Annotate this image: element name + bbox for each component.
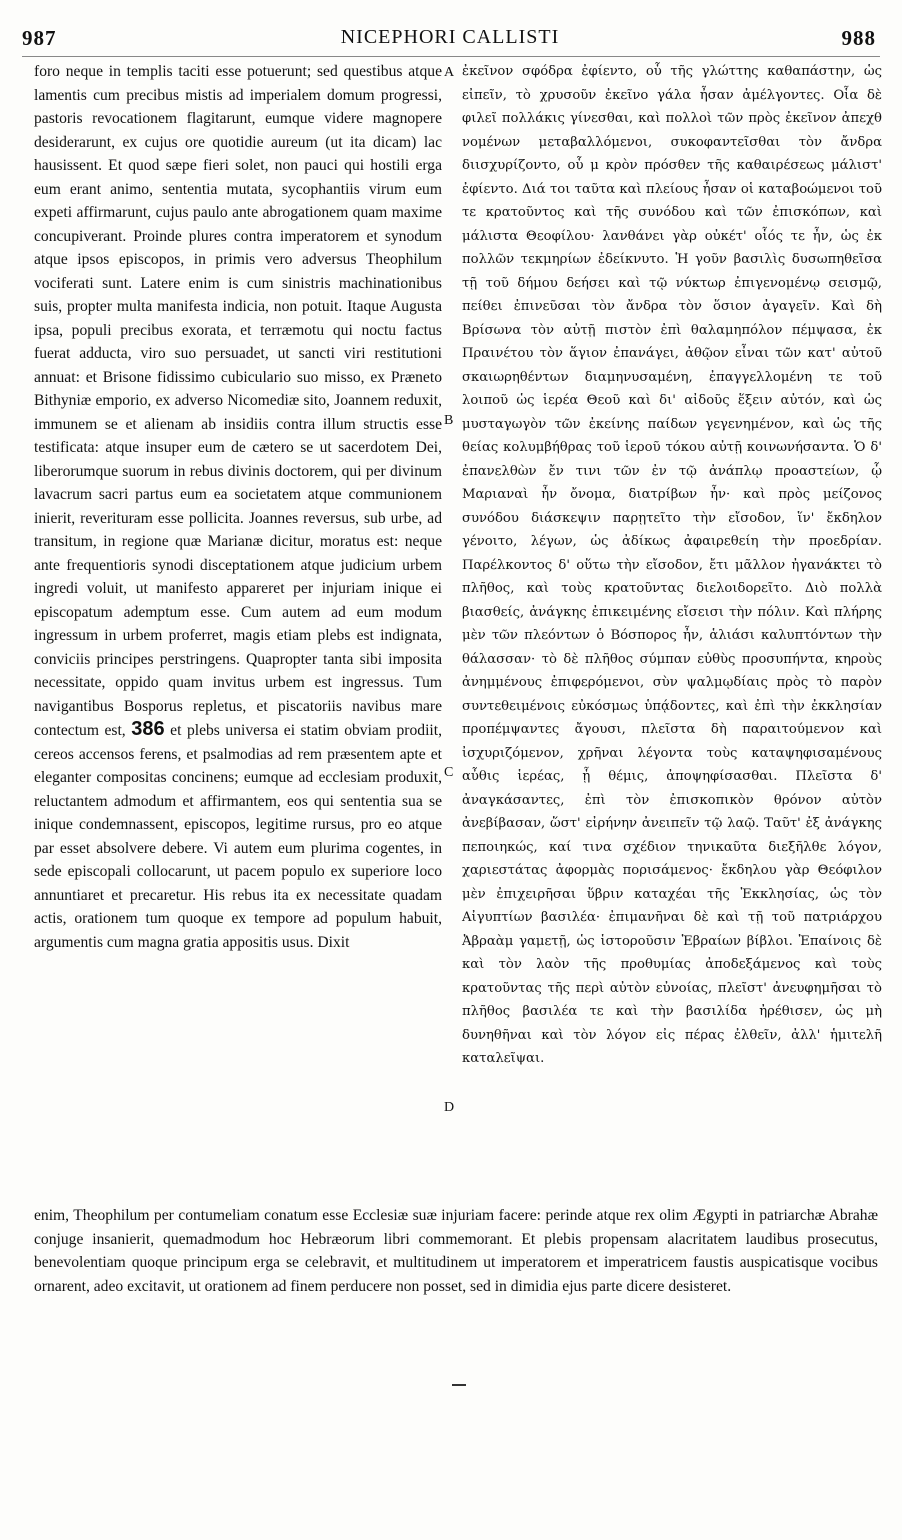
greek-column <box>462 60 882 1071</box>
full-width-latin <box>34 1204 878 1298</box>
margin-letter-c: C <box>444 765 454 780</box>
latin-paragraph <box>34 60 442 954</box>
header-rule <box>22 56 880 57</box>
page-number-right: 988 <box>841 26 876 50</box>
full-width-paragraph: enim, Theophilum per contumeliam conatum esse Ecclesiæ suæ injuriam facere: perinde atque rex olim Ægypti in patriarchæ Abrahæ conjuge insanierit, quemadmodum hoc Hebræorum libri commemorant. Et plebis propensam alacritatem laudibus prosecutus, benevolentiam quoque principum erga se celebravit, et multitudinem ut imperatorem et imperatricem faustis auspicatisque vocibus ornarent, adeo excitavit, ut orationem ad finem perducere non posset, sed in dimidia ejus parte dicere desisteret. <box>34 1207 878 1295</box>
latin-text-part-1: foro neque in templis taciti esse potuerunt; sed questibus atque lamentis cum precibus mistis ad imperialem domum progressi, pastoris revocationem flagitarunt, eumque videre magnopere desiderarunt, ex cujus ore quotidie aureum (ut ita dicam) lac hausissent. Et quod sæpe fieri solet, non pauci qui hostili erga eum erant animo, sententia mutata, sycophantiis virum eum expeti affirmarunt, cujus paulo ante abrogationem quam maxime concupiverant. Proinde plures contra imperatorem et synodum atque ipsos episcopos, in primis vero adversus Theophilum vociferati sunt. Latere enim is cum sinistris machinationibus suis, propter multa manifesta indicia, non potuit. Itaque Augusta ipsa, populi precibus exorata, et terræmotu qui noctu factus fuerat adducta, viro suo persuadet, ut sancti viri restitutioni annuat: et Brisone fidissimo cubiculario suo misso, ex Præneto Bithyniæ emporio, ex adverso Nicomediæ sito, Joannem reduxit, immunem se et alienam ab insidiis contra illum structis esse testificata: atque insuper eum de cætero se ut sacerdotem Dei, liberorumque suorum in rebus divinis doctorem, qui per divinum lavacrum sacri partus eum ea societatem atque communionem inierit, reverituram esse pollicita. Joannes reversus, sub urbe, ad transitum, in regione quæ Marianæ dicitur, moratus est: neque ante frequentioris synodi disceptationem atque judicium urbem ingredi voluit, ut manifesto appareret per injuriam inique ei episcopatum ademptum esse. Cum autem ad eum modum ingressum in urbem proferret, magis etiam plebs est indignata, conviciis principes perstringens. Quapropter tanta sibi imposita necessitate, oppido quam invitus urbem est ingressus. Tum navigantibus Bosporus repletus, et piscatoriis navibus mare contectum est, <box>34 63 442 739</box>
inline-page-number: 386 <box>131 718 165 740</box>
margin-letter-a: A <box>444 65 455 80</box>
page-number-left: 987 <box>22 26 57 50</box>
margin-letter-d: D <box>444 1100 455 1115</box>
latin-column <box>34 60 442 954</box>
greek-paragraph: ἐκεῖνον σφόδρα ἐφίεντο, οὗ τῆς γλώττης καθαπάστην, ὡς εἰπεῖν, τὸ χρυσοῦν ἐκεῖνο γάλα ἦσαν ἀμέλγοντες. Οἷα δὲ φιλεῖ πολλάκις γίνεσθαι, καὶ πολλοὶ τῶν πρὸς ἐκεῖνον ἀπεχθ νομένων μεταβαλλόμενοι, συκοφαντεῖσθαι τὸν ἄνδρα διισχυρίζοντο, οὗ μ κρὸν πρόσθεν τῆς καθαιρέσεως μάλιστ' ἐφίεντο. Διά τοι ταῦτα καὶ πλείους ἦσαν οἱ καταβοώμενοι τοῦ τε κρατοῦντος καὶ τῆς συνόδου καὶ τῶν ἐπισκόπων, καὶ μάλιστα Θεοφίλου· λανθάνει γὰρ οὐκέτ' οἷός τε ἦν, ὡς ἐκ πολλῶν τεκμηρίων ἐδείκνυτο. Ἡ γοῦν βασιλὶς δυσωπηθεῖσα τῇ τοῦ δήμου δεήσει καὶ τῷ νύκτωρ ἐπιγενομένῳ σεισμῷ, πείθει ἐπινεῦσαι τὸν ἄνδρα τὸν ὅσιον ἀγαγεῖν. Καὶ δὴ Βρίσωνα τὸν αὐτῇ πιστὸν ἐπὶ θαλαμηπόλον πέμψασα, ἐκ Πραινέτου τὸν ἅγιον ἐπανάγει, ἀθῷον εἶναι τῶν κατ' αὐτοῦ σκαιωρηθέντων διαμηνυσαμένη, ἐπαγγελλομένη τε τοῦ λοιποῦ ὡς ἱερέα Θεοῦ καὶ δι' αἰδοῦς ἕξειν αὐτόν, καὶ ὡς μυσταγωγὸν τῶν ἐκείνης παίδων γεγενημένον, καὶ ὡς τῆς θείας κολυμβήθρας τοῦ ἱεροῦ τόκου αὐτῇ κοινωνήσαντα. Ὁ δ' ἐπανελθὼν ἔν τινι τῶν ἐν τῷ ἀνάπλῳ προαστείων, ᾧ Μαριαναὶ ἦν ὄνομα, διατρίβων ἦν· καὶ πρὸς μείζονος συνόδου διάσκεψιν παρῃτεῖτο τὴν εἴσοδον, ἵν' ἔκδηλον γένοιτο, λέγων, ὡς ἀδίκως ἀφαιρεθείη τὴν προεδρίαν. Παρέλκοντος δ' οὕτω τὴν εἴσοδον, ἔτι μᾶλλον ἠγανάκτει τὸ πλῆθος, καὶ τοὺς κρατοῦντας διελοιδορεῖτο. Διὸ πολλὰ βιασθείς, ἀνάγκης ἐπικειμένης εἴσεισι τὴν πόλιν. Καὶ πλήρης μὲν τῶν πλεόντων ὁ Βόσπορος ἦν, ἁλιάσι καλυπτόντων τὴν θάλασσαν· τὸ δὲ πλῆθος σύμπαν εὐθὺς προσυπήντα, κηροὺς ἀνημμένους ἐπιφερόμενοι, σὺν ψαλμῳδίαις πρὸς τὸ παρὸν συντεθειμένοις εὐκόσμως ὑπᾴδοντες, καὶ ἐπὶ τὴν ἐκκλησίαν προπέμψαντες ἄγουσι, πλεῖστα δὴ παραιτούμενον καὶ ἰσχυριζόμενον, χρῆναι λέγοντα τοὺς καταψηφισαμένους αὖθις ἱερέας, ᾗ θέμις, ἀποψηφίσασθαι. Πλεῖστα δ' ἀναγκάσαντες, ἐπὶ τὸν ἐπισκοπικὸν θρόνον αὐτὸν ἀνεβίβασαν, ὥστ' εἰρήνην ἀνειπεῖν τῷ λαῷ. Ταῦτ' ἐξ ἀνάγκης πεποιηκώς, καί τινα σχέδιον τηνικαῦτα διεξῆλθε λόγον, χαριεστάτας ἀφορμὰς πορισάμενος· ἔκδηλου γὰρ Θεόφιλον μὲν ἐπιχειρῆσαι ὕβριν καταχέαι τῆς Ἐκκλησίας, ὡς τὸν Αἰγυπτίων βασιλέα· ἐπιμανῆναι δὲ καὶ τῇ τοῦ πατριάρχου Ἀβραὰμ γαμετῇ, ὡς ἱστοροῦσιν Ἑβραίων βίβλοι. Ἐπαίνοις δὲ καὶ τὸν λαὸν τῆς προθυμίας ἀποδεξάμενος καὶ τοὺς κρατοῦντας τῆς περὶ αὐτὸν εὐνοίας, πλεῖστ' ἀνευφημῆσαι τὸ πλῆθος βασιλέα τε καὶ τὴν βασιλίδα ἠρέθισεν, ὡς μὴ δυνηθῆναι καὶ τὸν λόγον εἰς πέρας ἐλθεῖν, ἀλλ' ἡμιτελῆ καταλεῖψαι. <box>462 64 882 1066</box>
margin-letter-b: B <box>444 413 454 428</box>
latin-text-part-2: et plebs universa ei statim obviam prodiit, cereos accensos ferens, et psalmodias ad rem præsentem apte et eleganter compositas concinens; eumque ad ecclesiam produxit, reluctantem admodum et affirmantem, eos qui sententia sua se inique condemnassent, episcopos, legitime rursus, pro eo atque par esset absolvere debere. Vi autem eum plurima cogentes, in sede episcopali collocarunt, ut pacem populo ex superiore loco annuntiaret et precaretur. His rebus ita ex necessitate quadam actis, orationem tum quoque ex tempore ad populum habuit, argumentis cum magna gratia appositis usus. Dixit <box>34 722 442 951</box>
running-title: NICEPHORI CALLISTI <box>340 26 560 48</box>
footer-dash <box>452 1384 466 1386</box>
